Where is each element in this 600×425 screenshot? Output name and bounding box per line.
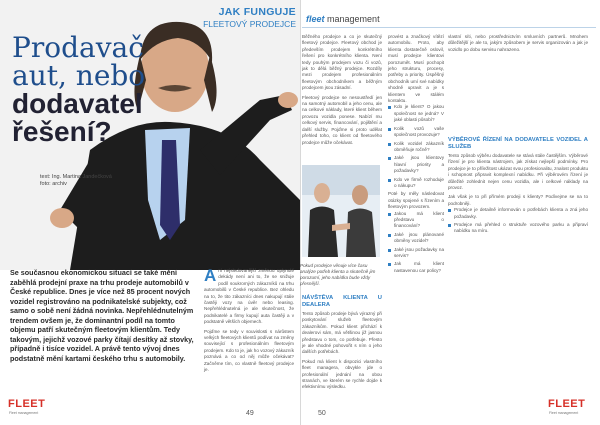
list-item: Kolik vozidel zákazník obměňuje ročně? — [388, 141, 444, 154]
visit-paragraph-1: Tento způsob prodeje bývá výrazný při poskytování služeb fleetovým zákazníkům. Pokud klient přichází k dealerovi sám, má většinou již jasnou představu o tom, co potřebuje. Přesto je ale vhodné pohovořit s ním o jeho dalších potřebách. — [302, 311, 382, 355]
section-heading-visit: NÁVŠTĚVA KLIENTA U DEALERA — [302, 295, 382, 308]
left-col-paragraph-2: Pojďme se tedy v souvislosti s nárůstem velkých fleetových klientů podívat na změny související s profesionálním fleetovým prodejem. Kdo to je, jak ho vozový zákazník poznává a co od něj může očekávat? Začněme tím, co vlastně fleetový prodejce je. — [204, 328, 294, 373]
list-item: Jak má klient nastavenou car policy? — [388, 261, 444, 274]
list-item: Jaké jsou požadavky na servis? — [388, 247, 444, 260]
right-col3-paragraph-1: vlastní síti, nebo prostřednictvím smluvních partnerů. Mnohem důležitější je ale to, jakým způsobem je servis organizován a jak je vozidlo po dobu servisu nahrazeno. — [448, 34, 588, 52]
credit-photo: foto: archiv — [40, 181, 67, 187]
right-header — [306, 14, 380, 24]
right-col1-paragraph-2: Fleetový prodejce se nesoustředí jen na samotný automobil a jeho cenu, ale na celkové náklady, které klient během provozu vozidla ponese. Nabízí mu celkový servis, financování, pojištění a další služby. Pojďme si proto udělat přehled toho, co klient od fleetového prodejce může očekávat. — [302, 94, 382, 145]
header-divider — [302, 27, 596, 28]
list-item: Kolik vozů vaše společnost provozuje? — [388, 126, 444, 139]
photo-caption: Pokud prodejce věnuje více času analýze potřeb klienta a skutečně jim porozumí, jeho nabídka bude vždy přesnější. — [300, 263, 376, 286]
handshake-photo — [302, 165, 380, 257]
page-gutter — [300, 0, 301, 425]
list-item: Kdo je klient? O jakou společnost se jedná? V jaké oblasti působí? — [388, 104, 444, 123]
article-title — [12, 31, 187, 147]
fleet-logo-sub-right: Fleet management — [549, 411, 579, 415]
page-number-left: 49 — [246, 410, 254, 417]
page-number-right: 50 — [318, 410, 326, 417]
question-list-2 — [388, 211, 444, 275]
header-brand: fleet — [306, 14, 325, 24]
right-col-3-bottom — [448, 134, 588, 237]
right-col1-paragraph-1: Běžného prodejce a co je skutečný fleetový prodejce. Fleetový obchod je především prodejem konkrétního řešení pro konkrétního klienta. Není tedy pouhým prodejem vozu či vozů, jak to dělá běžný prodejce. Rozdíly mezi prodejem profesionálním fleetovým obchodníkem a běžným prodejcem jsou zásadní. — [302, 34, 382, 91]
fleet-logo-right: FLEET — [548, 398, 586, 410]
header-line-2: FLEETOVÝ PRODEJCE — [203, 19, 296, 29]
list-item: Kdo ve firmě rozhoduje o nákupu? — [388, 177, 444, 190]
title-line-1: Prodavač — [12, 31, 144, 64]
right-col-1-bottom — [302, 292, 382, 391]
section-header — [168, 6, 296, 29]
question-list — [388, 104, 444, 189]
list-item: Prodejce má přehled o struktuře vozového parku a připraví nabídku na míru. — [448, 222, 588, 235]
tender-list — [448, 207, 588, 235]
header-section: management — [327, 14, 380, 24]
title-line-2: aut, nebo — [12, 59, 146, 92]
right-col-1-top — [302, 34, 382, 146]
section-heading-tender: VÝBĚROVÉ ŘÍZENÍ NA DODAVATELE VOZIDEL A SLUŽEB — [448, 137, 588, 150]
lead-paragraph: Se současnou ekonomickou situací se také mění zaběhlá prodejní praxe na trhu prodeje automobilů v České republice. Dnes je více než 85 procent nových vozidel registrováno na podnikatelské subjekty, což samo o sobě není žádná novinka. Nepřehlédnutelným trendem ovšem je, že dominantní podíl na tomto objemu patří skutečným fleetovým klientům. Tedy takovým, jejichž vozové parky čítají desítky až stovky, případně i tisíce vozidel. A právě tento vývoj dnes podstatně mění kartami českého trhu s automobily. — [10, 268, 194, 363]
credit-text: text: Ing. Martina Jandečková — [40, 174, 112, 180]
list-item: Jakou má klient představu o financování? — [388, 211, 444, 230]
dropcap: A — [204, 266, 217, 285]
tender-paragraph-1: Tento způsob výběru dodavatele se stává stále častějším. Výběrové řízení je pro klienta nástrojem, jak získat nejlepší podmínky. Pro prodejce je to příležitost ukázat svou profesionalitu, znalost produktu i schopnost připravit komplexní nabídku. Při výběrovém řízení je důležité zohlednit nejen cenu vozidla, ale i celkové náklady na provoz. — [448, 153, 588, 191]
list-item: Jaké jsou klientovy hlavní priority a požadavky? — [388, 155, 444, 174]
right-col2-paragraph-1: provést a značkový vítězí automobilu. Proto, aby klienta dostatečně oslovil, musí prodejce klientovi porozumět. Musí pochopit jeho strukturu, procesy, potřeby a priority. Úspěšný obchodník umí své nabídky vhodně upravit a je s klientem ve stálém kontaktu. — [388, 34, 444, 104]
visit-paragraph-2: Pokud má klient k dispozici vlastního fleet managera, obvykle jde o profesionální jednání na obou stranách, ve kterém se rychle dojde k efektivnímu výsledku. — [302, 358, 382, 390]
fleet-logo-sub-left: Fleet management — [9, 411, 39, 415]
list-item: Prodejce je detailně informován o potřebách klienta a zná jeho požadavky. — [448, 207, 588, 220]
credits — [40, 174, 112, 188]
right-col-2 — [388, 34, 444, 276]
title-line-4: řešení? — [12, 116, 112, 147]
tender-paragraph-2: Jak však je to při přímém prodeji s klienty? Podívejme se na to podrobněji. — [448, 194, 588, 206]
right-col-3-top — [448, 34, 588, 53]
handshake-illustration — [302, 165, 380, 257]
right-col2-paragraph-2: Poté by měly následovat otázky spojené s řízením a fleetovým provozem. — [388, 191, 444, 210]
left-body-column — [204, 268, 294, 374]
title-line-3: dodavatel — [12, 88, 143, 119]
left-col-paragraph-1: Ani nejsledovanější změnou uplynulé dekády není ani to, že se snižuje podíl soukromých zákazníků na trhu automobilů v České republice. Bez ohledu na to, že tito zákazníci dnes nakupují stále častěji vozy na úvěr nebo leasing. Nepřehlédnutelná je ale skutečnost, že podnikatelé a firmy kupují auta častěji a v podstatně větších objemech. — [204, 266, 294, 325]
list-item: Jaké jsou plánované obměny vozidel? — [388, 232, 444, 245]
fleet-logo-left: FLEET — [8, 398, 46, 410]
header-line-1: JAK FUNGUJE — [218, 6, 296, 18]
